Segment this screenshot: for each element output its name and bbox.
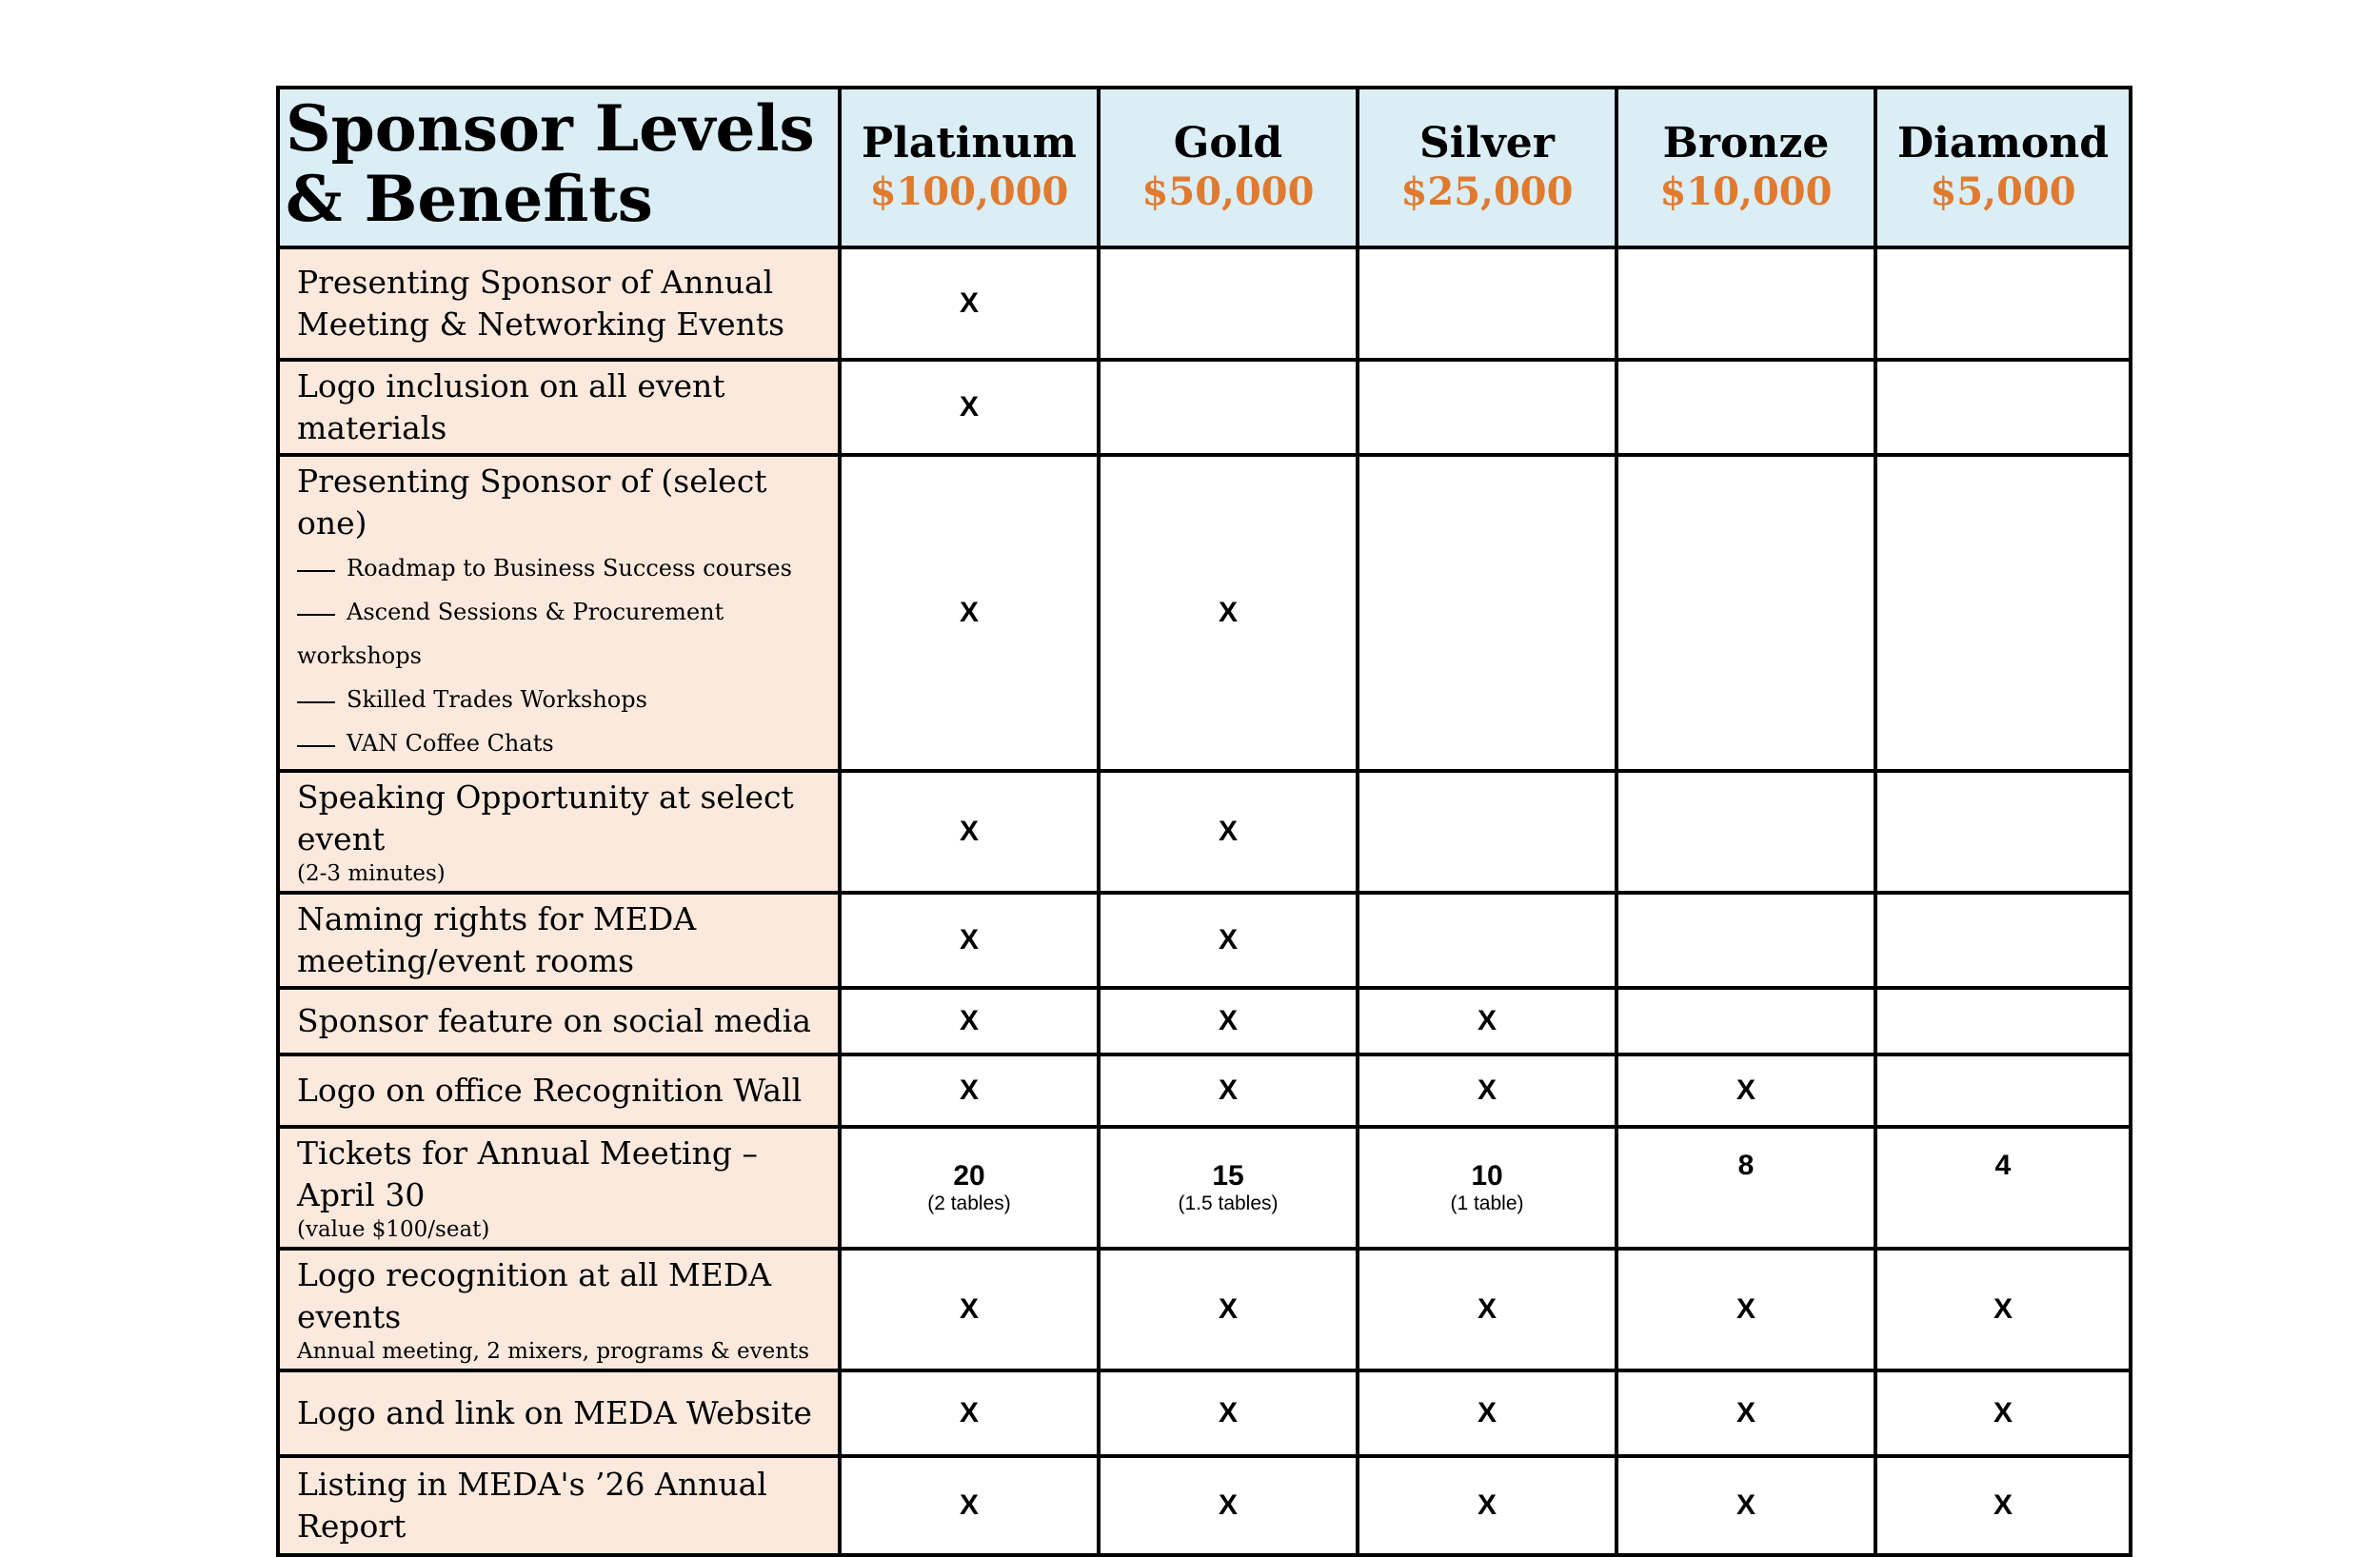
included-mark: X bbox=[959, 816, 979, 847]
included-mark: X bbox=[959, 924, 979, 956]
benefit-label: Tickets for Annual Meeting – April 30 bbox=[297, 1134, 758, 1213]
level-cell-bronze bbox=[1616, 1370, 1875, 1456]
level-cell-platinum bbox=[840, 771, 1099, 893]
level-cell-platinum bbox=[840, 360, 1099, 455]
level-name: Bronze bbox=[1662, 119, 1830, 168]
level-cell-diamond bbox=[1875, 1054, 2131, 1127]
level-platinum bbox=[840, 88, 1099, 247]
benefit-cell bbox=[278, 893, 840, 988]
included-mark: X bbox=[1477, 1293, 1497, 1325]
level-cell-silver bbox=[1358, 771, 1616, 893]
benefit-label: Logo on office Recognition Wall bbox=[297, 1072, 803, 1109]
level-cell-platinum bbox=[840, 1054, 1099, 1127]
level-cell-platinum bbox=[840, 1127, 1099, 1249]
level-cell-gold bbox=[1099, 360, 1358, 455]
selection-blank bbox=[297, 701, 335, 703]
level-cell-gold bbox=[1099, 988, 1358, 1054]
benefit-row bbox=[278, 247, 2131, 360]
benefit-label: Presenting Sponsor of Annual Meeting & Networking Events bbox=[297, 264, 785, 343]
benefit-label: Speaking Opportunity at select event bbox=[297, 778, 794, 857]
level-cell-gold bbox=[1099, 1054, 1358, 1127]
level-name: Platinum bbox=[862, 119, 1077, 168]
level-cell-gold bbox=[1099, 1249, 1358, 1370]
ticket-count: 4 bbox=[1994, 1150, 2012, 1181]
included-mark: X bbox=[1218, 597, 1238, 628]
benefit-cell bbox=[278, 1456, 840, 1555]
level-cell-gold bbox=[1099, 771, 1358, 893]
benefit-row bbox=[278, 771, 2131, 893]
level-cell-bronze bbox=[1616, 247, 1875, 360]
included-mark: X bbox=[1735, 1489, 1755, 1521]
level-cell-diamond bbox=[1875, 1370, 2131, 1456]
level-cell-bronze bbox=[1616, 1249, 1875, 1370]
benefit-row bbox=[278, 455, 2131, 771]
level-price: $5,000 bbox=[1930, 169, 2076, 214]
level-cell-gold bbox=[1099, 1127, 1358, 1249]
included-mark: X bbox=[1477, 1397, 1497, 1429]
level-cell-platinum bbox=[840, 1456, 1099, 1555]
selection-blank bbox=[297, 745, 335, 747]
presenting-option bbox=[297, 721, 832, 765]
benefit-row bbox=[278, 988, 2131, 1054]
level-price: $100,000 bbox=[869, 169, 1069, 214]
option-label: Ascend Sessions & Procurement workshops bbox=[297, 599, 724, 669]
level-cell-gold bbox=[1099, 247, 1358, 360]
ticket-count: 15 bbox=[1212, 1160, 1244, 1192]
benefit-detail: (2-3 minutes) bbox=[297, 861, 446, 886]
level-cell-bronze bbox=[1616, 1054, 1875, 1127]
included-mark: X bbox=[1218, 924, 1238, 956]
included-mark: X bbox=[1477, 1074, 1497, 1106]
benefit-cell bbox=[278, 1370, 840, 1456]
level-cell-silver bbox=[1358, 1127, 1616, 1249]
level-name: Gold bbox=[1173, 119, 1283, 168]
level-cell-gold bbox=[1099, 1370, 1358, 1456]
level-cell-bronze bbox=[1616, 360, 1875, 455]
benefit-row bbox=[278, 1054, 2131, 1127]
benefit-cell bbox=[278, 1127, 840, 1249]
level-cell-diamond bbox=[1875, 1127, 2131, 1249]
level-cell-silver bbox=[1358, 455, 1616, 771]
included-mark: X bbox=[959, 287, 979, 319]
level-diamond bbox=[1875, 88, 2131, 247]
level-cell-diamond bbox=[1875, 893, 2131, 988]
level-cell-silver bbox=[1358, 1249, 1616, 1370]
benefit-cell bbox=[278, 360, 840, 455]
presenting-option bbox=[297, 546, 832, 590]
level-cell-gold bbox=[1099, 1456, 1358, 1555]
level-cell-platinum bbox=[840, 988, 1099, 1054]
included-mark: X bbox=[1218, 1489, 1238, 1521]
level-cell-platinum bbox=[840, 1370, 1099, 1456]
level-cell-bronze bbox=[1616, 1456, 1875, 1555]
level-cell-diamond bbox=[1875, 360, 2131, 455]
benefit-label: Sponsor feature on social media bbox=[297, 1002, 811, 1039]
ticket-count: 8 bbox=[1737, 1150, 1755, 1181]
title-cell bbox=[278, 88, 840, 247]
included-mark: X bbox=[1993, 1489, 2013, 1521]
included-mark: X bbox=[1735, 1293, 1755, 1325]
level-cell-diamond bbox=[1875, 1249, 2131, 1370]
included-mark: X bbox=[959, 1005, 979, 1036]
benefit-cell bbox=[278, 455, 840, 771]
included-mark: X bbox=[1477, 1005, 1497, 1036]
benefit-row bbox=[278, 893, 2131, 988]
header-row bbox=[278, 88, 2131, 247]
level-cell-diamond bbox=[1875, 1456, 2131, 1555]
included-mark: X bbox=[959, 1489, 979, 1521]
level-cell-bronze bbox=[1616, 771, 1875, 893]
page-title: Sponsor Levels & Benefits bbox=[286, 91, 815, 236]
level-cell-diamond bbox=[1875, 771, 2131, 893]
benefit-cell bbox=[278, 247, 840, 360]
included-mark: X bbox=[1218, 1005, 1238, 1036]
level-silver bbox=[1358, 88, 1616, 247]
benefit-cell bbox=[278, 1249, 840, 1370]
included-mark: X bbox=[1218, 1293, 1238, 1325]
level-cell-silver bbox=[1358, 988, 1616, 1054]
option-label: VAN Coffee Chats bbox=[347, 730, 554, 757]
benefit-label: Logo inclusion on all event materials bbox=[297, 367, 725, 446]
ticket-note: (1.5 tables) bbox=[1178, 1192, 1279, 1214]
included-mark: X bbox=[1735, 1074, 1755, 1106]
level-bronze bbox=[1616, 88, 1875, 247]
selection-blank bbox=[297, 614, 335, 616]
benefit-row bbox=[278, 360, 2131, 455]
level-cell-silver bbox=[1358, 247, 1616, 360]
benefit-row bbox=[278, 1249, 2131, 1370]
included-mark: X bbox=[959, 1397, 979, 1429]
benefit-row bbox=[278, 1456, 2131, 1555]
included-mark: X bbox=[1218, 1074, 1238, 1106]
level-cell-diamond bbox=[1875, 988, 2131, 1054]
benefit-detail: Annual meeting, 2 mixers, programs & events bbox=[297, 1339, 810, 1364]
included-mark: X bbox=[1218, 816, 1238, 847]
benefit-row bbox=[278, 1127, 2131, 1249]
included-mark: X bbox=[1735, 1397, 1755, 1429]
level-cell-gold bbox=[1099, 455, 1358, 771]
benefit-label: Presenting Sponsor of (select one) bbox=[297, 463, 767, 542]
level-cell-bronze bbox=[1616, 893, 1875, 988]
level-cell-platinum bbox=[840, 1249, 1099, 1370]
level-cell-silver bbox=[1358, 893, 1616, 988]
benefit-detail: (value $100/seat) bbox=[297, 1217, 490, 1242]
benefit-label: Logo recognition at all MEDA events bbox=[297, 1256, 772, 1335]
sponsor-benefits-table bbox=[276, 86, 2132, 1557]
included-mark: X bbox=[959, 1293, 979, 1325]
ticket-note: (1 table) bbox=[1450, 1192, 1524, 1214]
benefit-label: Listing in MEDA's ’26 Annual Report bbox=[297, 1466, 767, 1545]
benefit-cell bbox=[278, 988, 840, 1054]
level-price: $10,000 bbox=[1659, 169, 1833, 214]
included-mark: X bbox=[959, 391, 979, 423]
level-cell-silver bbox=[1358, 1054, 1616, 1127]
presenting-options-list bbox=[297, 546, 832, 765]
level-cell-silver bbox=[1358, 1456, 1616, 1555]
level-cell-bronze bbox=[1616, 988, 1875, 1054]
level-cell-silver bbox=[1358, 1370, 1616, 1456]
presenting-option bbox=[297, 678, 832, 721]
option-label: Roadmap to Business Success courses bbox=[347, 555, 792, 581]
included-mark: X bbox=[959, 1074, 979, 1106]
level-cell-bronze bbox=[1616, 455, 1875, 771]
level-cell-bronze bbox=[1616, 1127, 1875, 1249]
included-mark: X bbox=[1477, 1489, 1497, 1521]
level-cell-diamond bbox=[1875, 247, 2131, 360]
presenting-option bbox=[297, 590, 832, 678]
benefit-cell bbox=[278, 771, 840, 893]
level-cell-gold bbox=[1099, 893, 1358, 988]
option-label: Skilled Trades Workshops bbox=[347, 686, 647, 713]
ticket-count: 10 bbox=[1471, 1160, 1503, 1192]
level-price: $25,000 bbox=[1400, 169, 1574, 214]
level-gold bbox=[1099, 88, 1358, 247]
selection-blank bbox=[297, 570, 335, 572]
level-price: $50,000 bbox=[1141, 169, 1315, 214]
included-mark: X bbox=[959, 597, 979, 628]
benefit-label: Logo and link on MEDA Website bbox=[297, 1394, 813, 1431]
benefit-row bbox=[278, 1370, 2131, 1456]
level-cell-silver bbox=[1358, 360, 1616, 455]
benefit-label: Naming rights for MEDA meeting/event rooms bbox=[297, 900, 697, 979]
level-name: Diamond bbox=[1896, 119, 2110, 168]
included-mark: X bbox=[1218, 1397, 1238, 1429]
level-cell-platinum bbox=[840, 455, 1099, 771]
level-cell-platinum bbox=[840, 247, 1099, 360]
included-mark: X bbox=[1993, 1397, 2013, 1429]
level-name: Silver bbox=[1419, 119, 1555, 168]
level-cell-platinum bbox=[840, 893, 1099, 988]
ticket-count: 20 bbox=[953, 1160, 985, 1192]
included-mark: X bbox=[1993, 1293, 2013, 1325]
level-cell-diamond bbox=[1875, 455, 2131, 771]
benefit-cell bbox=[278, 1054, 840, 1127]
ticket-note: (2 tables) bbox=[927, 1192, 1011, 1214]
